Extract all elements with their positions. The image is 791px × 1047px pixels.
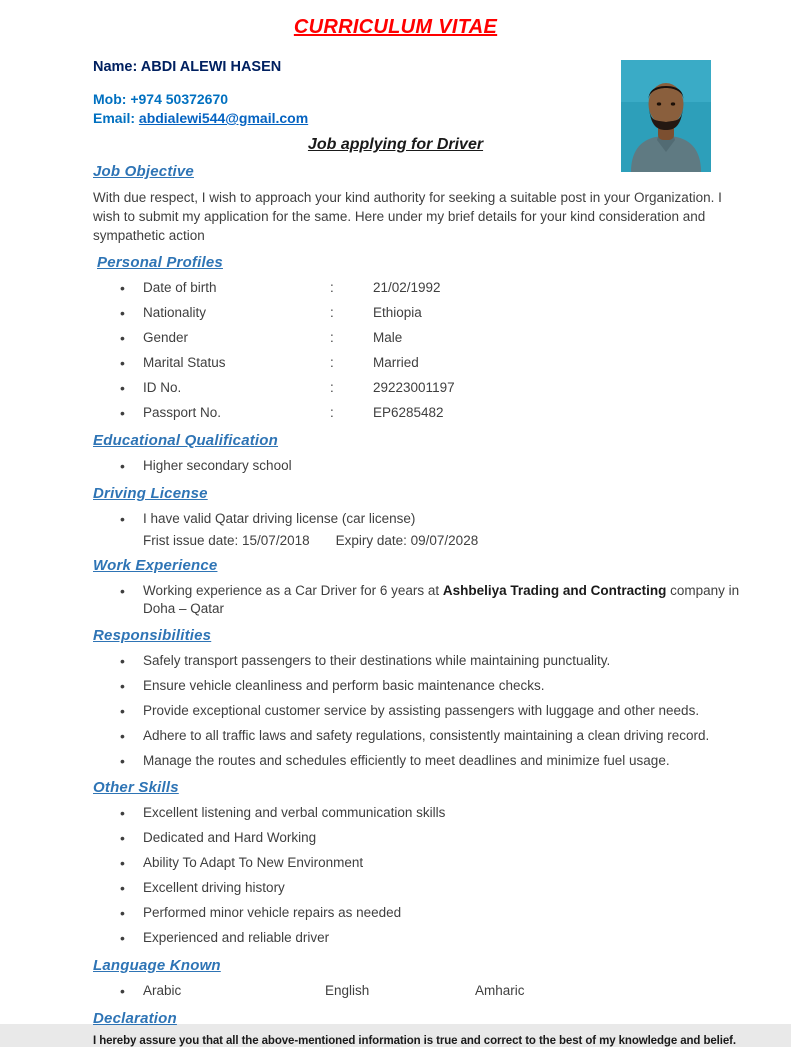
- list-item: [93, 677, 747, 696]
- profile-value: Male: [373, 330, 403, 346]
- list-item: [93, 582, 747, 618]
- profile-label: • Marital Status: [143, 355, 226, 371]
- profile-separator: :: [330, 280, 334, 296]
- email-link[interactable]: abdialewi544@gmail.com: [138, 110, 309, 126]
- profile-separator: :: [330, 404, 334, 420]
- responsibility-item: • Adhere to all traffic laws and safety regulations, consistently maintaining a clean driving record.: [143, 727, 710, 743]
- profile-value: Married: [373, 355, 419, 371]
- applying-for-line: Job applying for Driver: [307, 136, 484, 153]
- company-name: Ashbeliya Trading and Contracting: [442, 582, 667, 598]
- language-item: Amharic: [475, 982, 525, 998]
- section-heading-languages: Language Known: [93, 956, 221, 974]
- skill-item: • Experienced and reliable driver: [143, 929, 330, 945]
- list-item: [93, 829, 747, 848]
- mobile-number: Mob: +974 50372670: [93, 91, 229, 107]
- list-item: [93, 379, 747, 398]
- profile-separator: :: [330, 355, 334, 371]
- list-item: [93, 854, 747, 873]
- list-item: [93, 279, 747, 298]
- applicant-name: Name: ABDI ALEWI HASEN: [93, 59, 282, 75]
- driving-license-line: • I have valid Qatar driving license (car license): [143, 510, 416, 526]
- languages-list: [93, 982, 747, 1001]
- list-item: [93, 652, 747, 671]
- list-item: [93, 804, 747, 823]
- page-title: CURRICULUM VITAE: [293, 16, 498, 38]
- declaration-text: I hereby assure you that all the above-mentioned information is true and correct to the best of my knowledge and belief.: [93, 1034, 736, 1047]
- list-item: [93, 727, 747, 746]
- section-heading-other-skills: Other Skills: [93, 779, 179, 797]
- section-heading-job-objective: Job Objective: [93, 163, 194, 180]
- skill-item: • Dedicated and Hard Working: [143, 830, 317, 846]
- responsibilities-list: [93, 652, 747, 770]
- work-experience-pre: Working experience as a Car Driver for 6 years at: [143, 582, 443, 598]
- applicant-photo-illustration: [621, 60, 711, 172]
- list-item: [93, 510, 747, 529]
- list-item: [93, 354, 747, 373]
- profile-separator: :: [330, 330, 334, 346]
- profile-value: 21/02/1992: [373, 280, 441, 296]
- personal-profiles-list: [93, 279, 747, 422]
- list-item: [93, 904, 747, 923]
- language-item: • Arabic: [143, 982, 182, 998]
- other-skills-list: [93, 804, 747, 947]
- profile-label: • Gender: [143, 330, 189, 346]
- list-item: [93, 702, 747, 721]
- profile-label: • Date of birth: [143, 280, 217, 296]
- responsibility-item: • Provide exceptional customer service by assisting passengers with luggage and other needs.: [143, 702, 700, 718]
- profile-separator: :: [330, 380, 334, 396]
- list-item: [93, 404, 747, 423]
- section-heading-education: Educational Qualification: [93, 431, 279, 449]
- list-item: [93, 982, 747, 1001]
- education-item: • Higher secondary school: [143, 457, 292, 473]
- responsibility-item: • Safely transport passengers to their destinations while maintaining punctuality.: [143, 653, 611, 669]
- section-heading-responsibilities: Responsibilities: [93, 627, 212, 645]
- responsibility-item: • Manage the routes and schedules efficiently to meet deadlines and minimize fuel usage.: [143, 752, 670, 768]
- profile-value: 29223001197: [373, 380, 455, 396]
- work-experience-item: [143, 582, 747, 618]
- profile-value: Ethiopia: [373, 305, 422, 321]
- list-item: [93, 457, 747, 476]
- section-heading-work-experience: Work Experience: [93, 556, 218, 574]
- responsibility-item: • Ensure vehicle cleanliness and perform basic maintenance checks.: [143, 677, 545, 693]
- education-list: [93, 457, 747, 476]
- applicant-photo: [621, 60, 711, 172]
- profile-label: • ID No.: [143, 380, 182, 396]
- license-expiry-date: Expiry date: 09/07/2028: [335, 532, 479, 548]
- email-label: Email:: [93, 110, 139, 126]
- skill-item: • Performed minor vehicle repairs as needed: [143, 905, 402, 921]
- license-dates-line: [93, 533, 747, 548]
- section-heading-declaration: Declaration: [93, 1009, 177, 1027]
- section-heading-driving-license: Driving License: [93, 484, 208, 502]
- language-item: English: [325, 982, 370, 998]
- section-heading-personal-profiles: Personal Profiles: [97, 254, 223, 272]
- driving-license-list: [93, 510, 747, 529]
- list-item: [93, 329, 747, 348]
- work-experience-list: [93, 582, 747, 618]
- work-experience-post: company in Doha – Qatar: [143, 582, 740, 616]
- list-item: [93, 929, 747, 948]
- profile-value: EP6285482: [373, 404, 444, 420]
- skill-item: • Excellent listening and verbal communication skills: [143, 805, 446, 821]
- profile-separator: :: [330, 305, 334, 321]
- license-issue-date: Frist issue date: 15/07/2018: [143, 532, 310, 548]
- list-item: [93, 879, 747, 898]
- job-objective-text: With due respect, I wish to approach your kind authority for seeking a suitable post in your Organization. I wish to submit my application for the same. Here under my brief details for your kind consideration and sympathetic action: [93, 190, 722, 244]
- profile-label: • Nationality: [143, 305, 207, 321]
- profile-label: • Passport No.: [143, 404, 222, 420]
- skill-item: • Excellent driving history: [143, 880, 285, 896]
- list-item: [93, 304, 747, 323]
- list-item: [93, 752, 747, 771]
- skill-item: • Ability To Adapt To New Environment: [143, 855, 364, 871]
